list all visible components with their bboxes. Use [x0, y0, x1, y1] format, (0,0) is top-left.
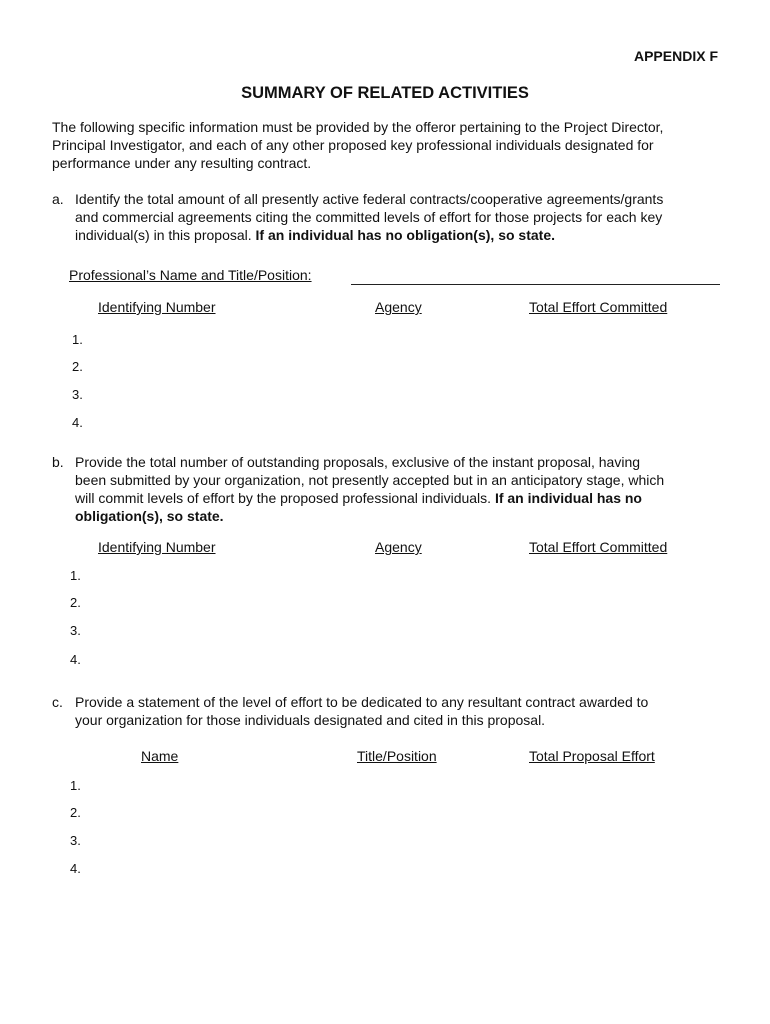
list-item-number: 4. [72, 415, 83, 430]
col-agency: Agency [375, 299, 422, 315]
section-b-note: If an individual has no [494, 490, 642, 506]
intro-paragraph [52, 118, 663, 172]
list-item-number: 2. [72, 359, 83, 374]
section-a-text [75, 190, 663, 244]
list-item-number: 4. [70, 861, 81, 876]
col-identifying-number: Identifying Number [98, 299, 216, 315]
list-item-number: 3. [70, 623, 81, 638]
section-b-line [75, 507, 664, 525]
col-name: Name [141, 748, 179, 764]
col-total-effort-committed: Total Effort Committed [529, 539, 668, 555]
section-a-note: If an individual has no obligation(s), so state. [255, 227, 555, 243]
col-identifying-number: Identifying Number [98, 539, 216, 555]
section-c-line: Provide a statement of the level of effort to be dedicated to any resultant contract awarded to [75, 694, 649, 710]
section-a-line-text: individual(s) in this proposal. [75, 227, 256, 243]
section-c-letter: c. [52, 694, 63, 710]
section-b-letter: b. [52, 454, 64, 470]
section-a-letter: a. [52, 191, 64, 207]
section-b-line-text: will commit levels of effort by the proposed professional individuals. [75, 490, 495, 506]
intro-line: The following specific information must be provided by the offeror pertaining to the Project Director, [52, 119, 664, 135]
section-c-line: your organization for those individuals designated and cited in this proposal. [75, 712, 546, 728]
list-item-number: 2. [70, 595, 81, 610]
list-item-number: 3. [72, 387, 83, 402]
col-agency: Agency [375, 539, 422, 555]
list-item-number: 3. [70, 833, 81, 848]
list-item-number: 1. [70, 568, 81, 583]
list-item-number: 1. [70, 778, 81, 793]
appendix-label: APPENDIX F [633, 48, 718, 64]
col-title-position: Title/Position [357, 748, 437, 764]
section-b-note-cont: obligation(s), so state. [75, 508, 224, 524]
section-c-text [75, 693, 648, 729]
section-b-line: Provide the total number of outstanding proposals, exclusive of the instant proposal, having [75, 454, 641, 470]
col-total-proposal-effort: Total Proposal Effort [529, 748, 655, 764]
intro-line: performance under any resulting contract. [52, 155, 312, 171]
page-title: SUMMARY OF RELATED ACTIVITIES [241, 84, 529, 102]
list-item-number: 1. [72, 332, 83, 347]
professional-name-line[interactable] [351, 284, 720, 285]
list-item-number: 2. [70, 805, 81, 820]
col-total-effort-committed: Total Effort Committed [529, 299, 668, 315]
section-b-text [75, 453, 664, 525]
list-item-number: 4. [70, 652, 81, 667]
intro-line: Principal Investigator, and each of any other proposed key professional individuals designated for [52, 137, 654, 153]
section-b-line: been submitted by your organization, not presently accepted but in an anticipatory stage, which [75, 472, 665, 488]
section-b-line [75, 489, 664, 507]
section-a-line: Identify the total amount of all presently active federal contracts/cooperative agreements/grants [75, 191, 664, 207]
section-a-line [75, 226, 663, 244]
professional-name-label: Professional’s Name and Title/Position: [69, 267, 312, 283]
section-a-line: and commercial agreements citing the committed levels of effort for those projects for each key [75, 209, 663, 225]
